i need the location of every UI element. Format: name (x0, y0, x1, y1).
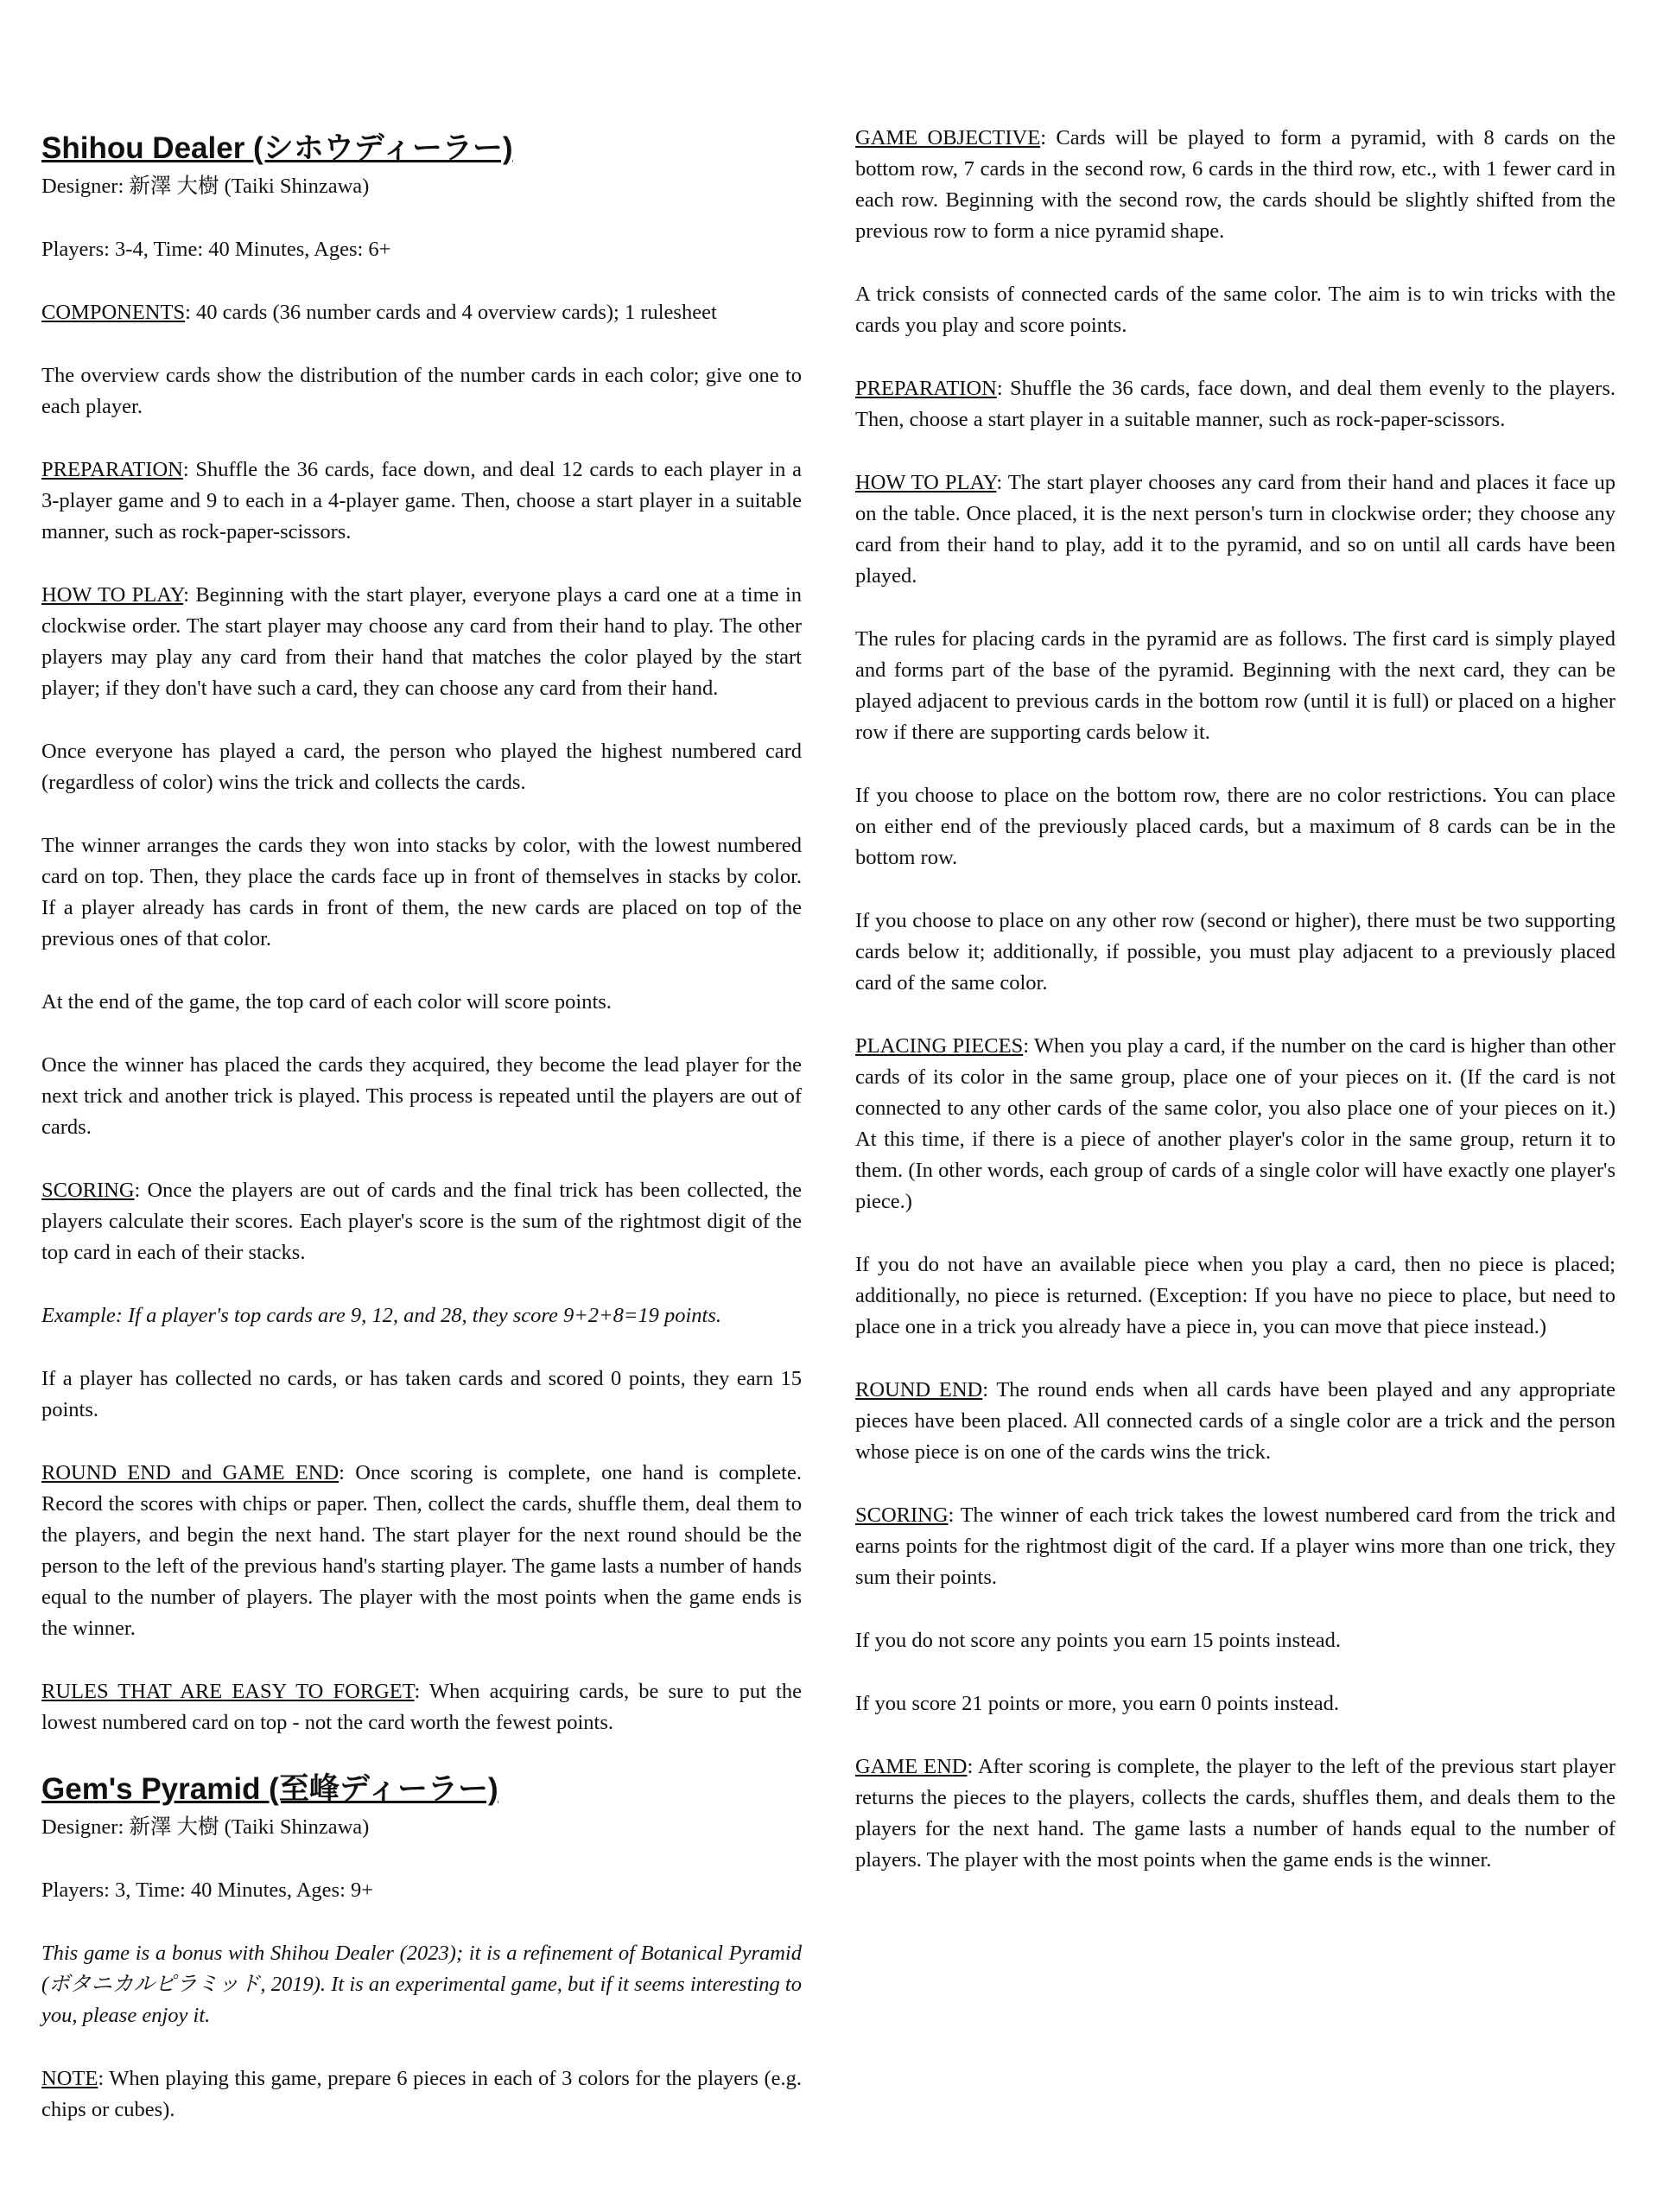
gems-objective (855, 123, 1615, 247)
shihou-scoring (41, 1175, 802, 1268)
round-end-heading: ROUND END and GAME END (41, 1461, 340, 1484)
gems-bonus-note: This game is a bonus with Shihou Dealer (2023); it is a refinement of Botanical Pyramid (ボタニカルピラミッド, 2019). It is an experimental game, but if it seems interesting to you, please enjoy it. (41, 1942, 802, 2027)
gems-game-end (855, 1751, 1615, 1876)
shihou-rules-to-remember (41, 1676, 802, 1738)
gems-pyramid-section (41, 1770, 802, 2126)
shihou-designer: Designer: 新澤 大樹 (Taiki Shinzawa) (41, 175, 370, 198)
shihou-example: Example: If a player's top cards are 9, 12, and 28, they score 9+2+8=19 points. (41, 1304, 722, 1327)
shihou-preparation (41, 454, 802, 548)
components-heading: COMPONENTS (41, 301, 186, 324)
shihou-lead: Once the winner has placed the cards they acquired, they become the lead player for the next trick and another trick is played. This process is repeated until the players are out of cards. (41, 1053, 802, 1139)
gems-how-to-play-text: : The start player chooses any card from their hand and places it face up on the table. Once placed, it is the next person's turn in clockwise order; they choose any card from their hand to play, add it to the pyramid, and so on until all cards have been played. (855, 471, 1616, 588)
gems-how-to-play (855, 467, 1615, 592)
gems-round-end-heading: ROUND END (855, 1378, 983, 1402)
rules-heading: RULES THAT ARE EASY TO FORGET (41, 1680, 415, 1703)
gems-scoring-heading: SCORING (855, 1503, 949, 1527)
gems-preparation-text: : Shuffle the 36 cards, face down, and deal them evenly to the players. Then, choose a start player in a suitable manner, such as rock-paper-scissors. (855, 377, 1615, 431)
gems-title: Gem's Pyramid (至峰ディーラー) (41, 1772, 498, 1806)
gems-round-end-text: : The round ends when all cards have been played and any appropriate pieces have been placed. All connected cards of a single color are a trick and the person whose piece is on one of the cards wins the trick. (855, 1378, 1616, 1464)
gems-how-to-play-heading: HOW TO PLAY (855, 471, 997, 494)
shihou-how-to-play (41, 580, 802, 704)
objective-heading: GAME OBJECTIVE (855, 126, 1041, 149)
placing-pieces-text: : When you play a card, if the number on the card is higher than other cards of its color in the same group, place one of your pieces on it. (If the card is not connected to any other cards of the same color, you also place one of your pieces on it.) At this time, if there is a piece of another player's color in the same group, return it to them. (In other words, each group of cards of a single color will have exactly one player's piece.) (855, 1034, 1615, 1213)
left-column (41, 0, 802, 2158)
shihou-round-end (41, 1458, 802, 1644)
shihou-title: Shihou Dealer (シホウディーラー) (41, 131, 513, 165)
how-to-play-text: : Beginning with the start player, everyone plays a card one at a time in clockwise order. The start player may choose any card from their hand to play. The other players may play any card from their hand that matches the color played by the start player; if they don't have such a card, they can choose any card from their hand. (41, 583, 802, 700)
shihou-end-score: At the end of the game, the top card of each color will score points. (41, 990, 612, 1014)
shihou-overview: The overview cards show the distribution of the number cards in each color; give one to each player. (41, 364, 802, 418)
rules-text: : When acquiring cards, be sure to put the lowest numbered card on top - not the card worth the fewest points. (41, 1680, 802, 1734)
shihou-trick-win: Once everyone has played a card, the person who played the highest numbered card (regardless of color) wins the trick and collects the cards. (41, 740, 802, 794)
shihou-arrange: The winner arranges the cards they won into stacks by color, with the lowest numbered card on top. Then, they place the cards face up in front of themselves in stacks by color. If a player already has cards in front of them, the new cards are placed on top of the previous ones of that color. (41, 834, 802, 950)
shihou-dealer-section (41, 130, 802, 1738)
shihou-components (41, 297, 802, 328)
game-end-text: : After scoring is complete, the player to the left of the previous start player returns the pieces to the players, collects the cards, shuffles them, and deals them to the players for the next hand. The game lasts a number of hands equal to the number of players. The player with the most points when the game ends is the winner. (855, 1755, 1615, 1872)
gems-no-points: If you do not score any points you earn 15 points instead. (855, 1629, 1342, 1652)
scoring-heading: SCORING (41, 1179, 135, 1202)
gems-scoring-text: : The winner of each trick takes the lowest numbered card from the trick and earns points for the rightmost digit of the card. If a player wins more than one trick, they sum their points. (855, 1503, 1615, 1589)
gems-preparation (855, 373, 1615, 435)
gems-bottom-row: If you choose to place on the bottom row, there are no color restrictions. You can place on either end of the previously placed cards, but a maximum of 8 cards can be in the bottom row. (855, 784, 1615, 869)
objective-text: : Cards will be played to form a pyramid, with 8 cards on the bottom row, 7 cards in the second row, 6 cards in the third row, etc., with 1 fewer card in each row. Beginning with the second row, the cards should be slightly shifted from the previous row to form a nice pyramid shape. (855, 126, 1615, 243)
scoring-text: : Once the players are out of cards and the final trick has been collected, the players calculate their scores. Each player's score is the sum of the rightmost digit of the top card in each of their stacks. (41, 1179, 802, 1264)
shihou-players: Players: 3-4, Time: 40 Minutes, Ages: 6+ (41, 238, 391, 261)
gems-trick-definition: A trick consists of connected cards of the same color. The aim is to win tricks with the cards you play and score points. (855, 283, 1615, 337)
gems-other-row: If you choose to place on any other row (second or higher), there must be two supporting cards below it; additionally, if possible, you must play adjacent to a previously placed card of the same color. (855, 909, 1615, 995)
gems-players: Players: 3, Time: 40 Minutes, Ages: 9+ (41, 1878, 374, 1902)
gems-round-end (855, 1375, 1615, 1468)
gems-scoring (855, 1500, 1615, 1593)
gems-no-piece: If you do not have an available piece when you play a card, then no piece is placed; additionally, no piece is returned. (Exception: If you have no piece to place, but need to place one in a trick you already have a piece in, you can move that piece instead.) (855, 1253, 1615, 1338)
shihou-no-cards: If a player has collected no cards, or has taken cards and scored 0 points, they earn 15 points. (41, 1367, 802, 1421)
preparation-heading: PREPARATION (41, 458, 183, 481)
gems-designer: Designer: 新澤 大樹 (Taiki Shinzawa) (41, 1815, 370, 1839)
game-end-heading: GAME END (855, 1755, 968, 1778)
gems-placing-rules: The rules for placing cards in the pyramid are as follows. The first card is simply played and forms part of the base of the pyramid. Beginning with the next card, they can be played adjacent to previous cards in the bottom row (until it is full) or placed on a higher row if there are supporting cards below it. (855, 627, 1615, 744)
note-heading: NOTE (41, 2067, 98, 2090)
gems-note (41, 2063, 802, 2126)
preparation-text: : Shuffle the 36 cards, face down, and deal 12 cards to each player in a 3-player game and 9 to each in a 4-player game. Then, choose a start player in a suitable manner, such as rock-paper-scissors. (41, 458, 802, 543)
how-to-play-heading: HOW TO PLAY (41, 583, 184, 607)
components-text: : 40 cards (36 number cards and 4 overview cards); 1 rulesheet (185, 301, 717, 324)
round-end-text: : Once scoring is complete, one hand is complete. Record the scores with chips or paper. Then, collect the cards, shuffle them, deal them to the players, and begin the next hand. The start player for the next round should be the person to the left of the previous hand's starting player. The game lasts a number of hands equal to the number of players. The player with the most points when the game ends is the winner. (41, 1461, 802, 1640)
gems-placing-pieces (855, 1031, 1615, 1217)
gems-over-21: If you score 21 points or more, you earn 0 points instead. (855, 1692, 1339, 1715)
right-column (855, 0, 1615, 1908)
note-text: : When playing this game, prepare 6 pieces in each of 3 colors for the players (e.g. chips or cubes). (41, 2067, 802, 2121)
placing-pieces-heading: PLACING PIECES (855, 1034, 1024, 1058)
gems-preparation-heading: PREPARATION (855, 377, 997, 400)
